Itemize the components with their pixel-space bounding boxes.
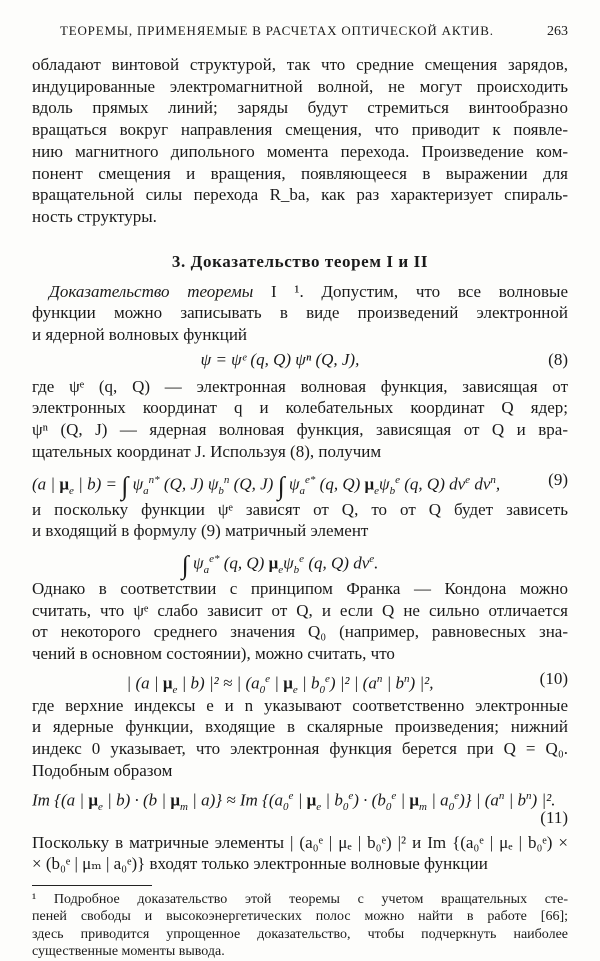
- equation-body: ∫ $\psi_a^{e*}$ (q, Q) $\mu_e\psi_b^e$ (q, Q) $dv^e$.: [181, 550, 379, 580]
- page-number: 263: [547, 24, 568, 39]
- text-line: чений в основном состоянии), можно считать, что: [32, 644, 395, 664]
- equation-body: ψ = ψᵉ (q, Q) ψⁿ (Q, J),: [200, 349, 360, 369]
- equation-matrix-element: [32, 545, 568, 580]
- running-title: ТЕОРЕМЫ, ПРИМЕНЯЕМЫЕ В РАСЧЕТАХ ОПТИЧЕСКОЙ АКТИВ.: [60, 23, 494, 38]
- text-line: ψⁿ (Q, J) — ядерная волновая функция, зависящая от Q и вра-: [32, 420, 568, 440]
- text-line: × (b₀ᵉ | μₘ | a₀ᵉ)} входят только электронные волновые функции: [32, 854, 488, 874]
- text-line: функции можно записывать в виде произведений электронной: [32, 303, 568, 323]
- paragraph-franck-condon: [32, 578, 568, 665]
- text-line: Доказательство теоремы I ¹. Допустим, что все волновые: [49, 281, 569, 301]
- text-line: индуцированные электромагнитной волной, не могут происходить: [32, 76, 568, 96]
- footnote-rule: [32, 885, 152, 886]
- equation-11: [32, 785, 568, 829]
- text-line: понент смещения и вращения, появляющееся в выражении для: [32, 163, 568, 183]
- text-line: от некоторого среднего значения Q₀ (например, равновесных зна-: [32, 622, 568, 642]
- text-line: Подобным образом: [32, 760, 173, 780]
- text-line: и входящий в формулу (9) матричный элемент: [32, 521, 369, 541]
- text-line: где ψᵉ (q, Q) — электронная волновая функция, зависящая от: [32, 376, 568, 396]
- text-line: нию магнитного дипольного момента перехода. Произведение ком-: [32, 141, 568, 161]
- proof-lead: Доказательство теоремы: [49, 281, 254, 301]
- footnote-line: ¹ Подробное доказательство этой теоремы с учетом вращательных сте-: [32, 891, 568, 907]
- text-line: и ядерные функции, входящие в скалярные произведения; нижний: [32, 717, 568, 737]
- text-line: где верхние индексы e и n указывают соответственно электронные: [32, 695, 568, 715]
- paragraph-intro: [32, 54, 568, 228]
- equation-10: [32, 668, 568, 696]
- equation-number: (10): [539, 668, 568, 688]
- paragraph-dependence: [32, 499, 568, 542]
- text-line: щательных координат J. Используя (8), получим: [32, 441, 382, 461]
- text-line: обладают винтовой структурой, так что средние смещения зарядов,: [32, 55, 568, 74]
- running-header: [32, 22, 568, 41]
- text-line: и поскольку функции ψᵉ зависят от Q, то от Q будет зависеть: [32, 499, 568, 519]
- equation-number: (11): [540, 807, 568, 827]
- paragraph-electronic: [32, 832, 568, 875]
- section-title: 3. Доказательство теорем I и II: [171, 251, 429, 271]
- paragraph-definitions: [32, 376, 568, 463]
- text-line: вдоль прямых линий; заряды будут стремиться винтообразно: [32, 98, 568, 118]
- text-line: и ядерной волновых функций: [32, 325, 248, 345]
- text-line: вращательной силы перехода R_ba, как раз характеризует спираль-: [32, 185, 568, 205]
- footnote: [32, 891, 568, 961]
- equation-body: Im {(a | $\mu_e$ | b) · (b | $\mu_m$ | a)} ≈ Im {($a_0^e$ | $\mu_e$ | $b_0^e) \cdot (b_0^e$ | $\mu_m$ | $a_0^e$)} | ($a^n$ | $b^n$) |².: [32, 789, 556, 813]
- footnote-line: пеней свободы и высокоэнергетических полос можно найти в работе [66];: [32, 909, 568, 925]
- equation-body: (a | $\mu_e$ | b) = ∫ $\psi_a^{n*}$ (Q, J) $\psi_b^n$ (Q, J) ∫ $\psi_a^{e*}$ (q, Q) $\mu_e\psi_b^e$ (q, Q) $dv^e$ $dv^n$,: [32, 471, 501, 501]
- equation-number: (8): [548, 349, 568, 369]
- text-line: ность структуры.: [32, 206, 157, 226]
- equation-8: [32, 349, 568, 373]
- text-line: Однако в соответствии с принципом Франка — Кондона можно: [32, 578, 568, 598]
- equation-number: (9): [548, 469, 568, 489]
- paragraph-indices: [32, 695, 568, 782]
- footnote-line: существенные моменты вывода.: [32, 944, 225, 960]
- text-line: индекс 0 указывает, что электронная функция берется при Q = Q₀.: [32, 739, 568, 759]
- equation-body: | (a | $\mu_e$ | b) |² ≈ | ($a_0^e$ | $\mu_e$ | $b_0^e$) |² | ($a^n$ | $b^n$) |²,: [126, 672, 434, 696]
- equation-9: [32, 466, 568, 501]
- paragraph-proof-start: [32, 281, 568, 346]
- text-line: Поскольку в матричные элементы | (a₀ᵉ | μₑ | b₀ᵉ) |² и Im {(a₀ᵉ | μₑ | b₀ᵉ) ×: [32, 832, 568, 852]
- footnote-line: здесь приводится упрощенное доказательство, чтобы подчеркнуть наиболее: [32, 926, 568, 942]
- text-line: электронных координат q и колебательных координат Q ядер;: [32, 398, 568, 418]
- text-line: считать, что ψᵉ слабо зависит от Q, и если Q не сильно отличается: [32, 600, 568, 620]
- text-line: вращаться вокруг направления смещения, что приводит к появле-: [32, 120, 568, 140]
